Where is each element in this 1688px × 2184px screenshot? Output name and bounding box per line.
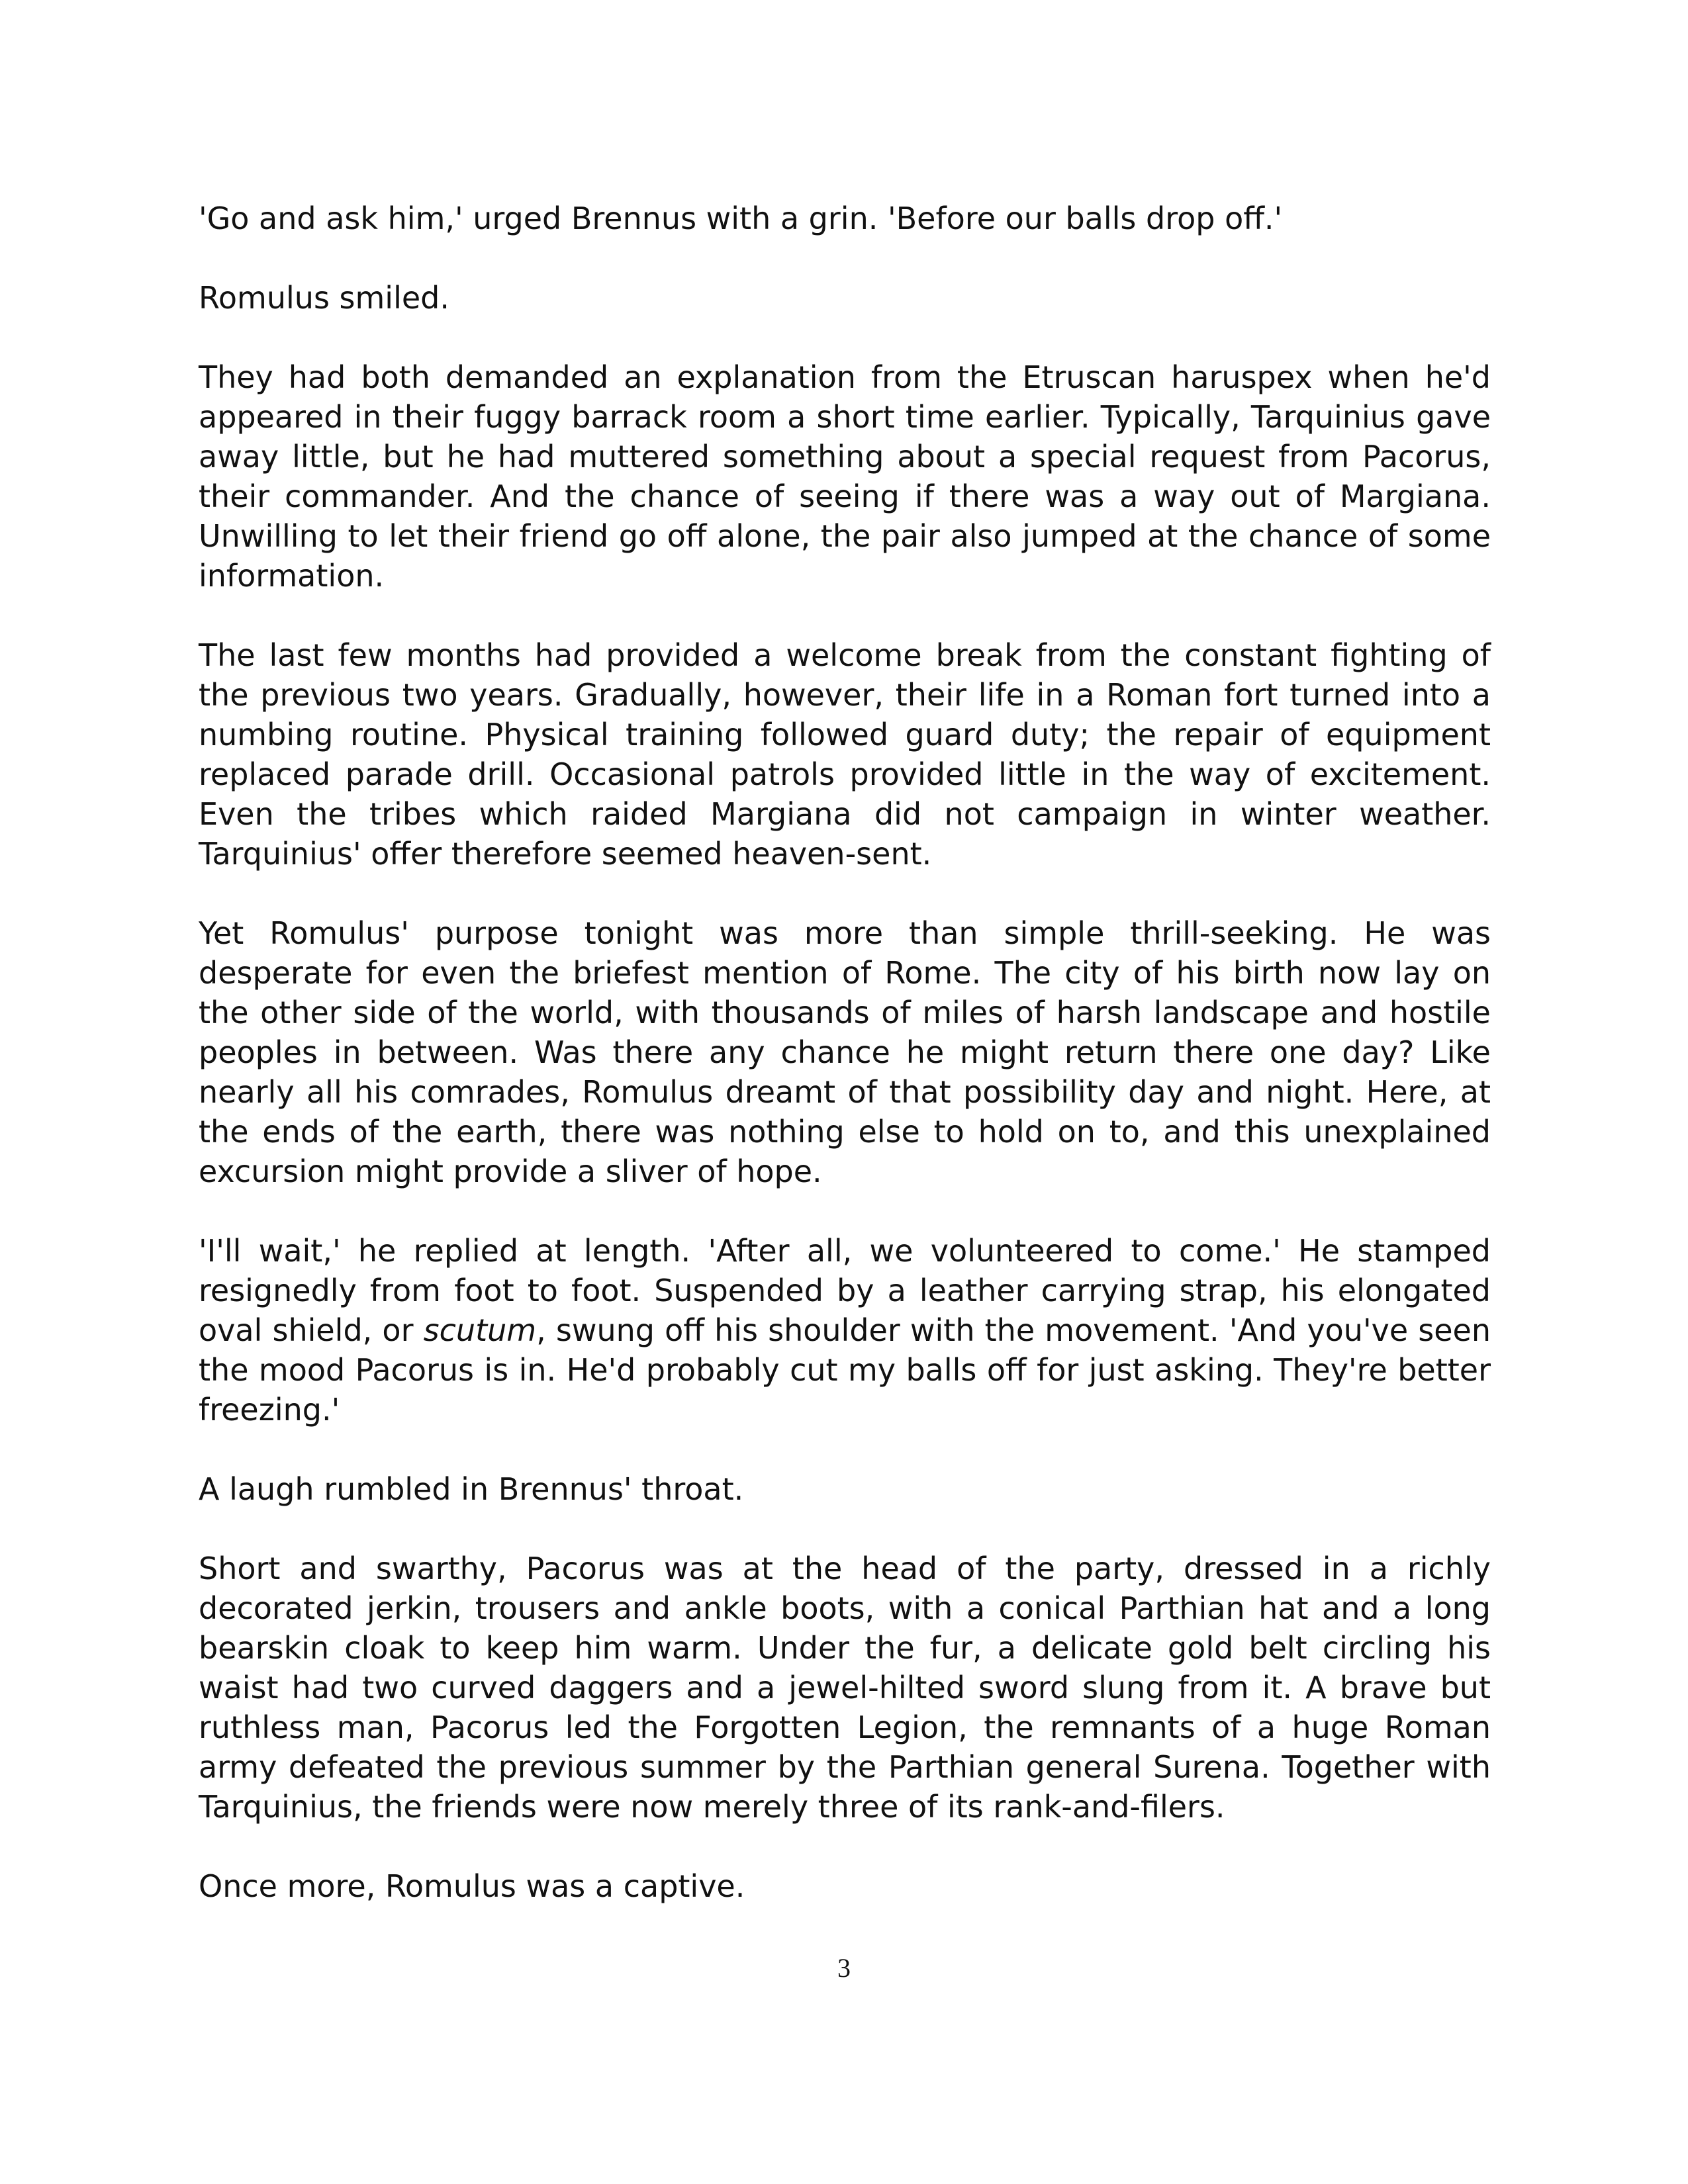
paragraph-7: A laugh rumbled in Brennus' throat. [199, 1471, 744, 1507]
paragraph-4: The last few months had provided a welcome break from the constant fighting of the previous two years. Gradually, however, their life in a Roman fort turned into a numbing routine. Physical training followed guard duty; the repair of equipment replaced parade drill. Occasional patrols provided little in the way of excitement. Even the tribes which raided Margiana did not campaign in winter weather. Tarquinius' offer therefore seemed heaven-sent. [199, 637, 1491, 872]
scutum-italic-term: scutum [423, 1312, 537, 1348]
paragraph-8: Short and swarthy, Pacorus was at the head of the party, dressed in a richly decorated jerkin, trousers and ankle boots, with a conical Parthian hat and a long bearskin cloak to keep him warm. Under the fur, a delicate gold belt circling his waist had two curved daggers and a jewel-hilted sword slung from it. A brave but ruthless man, Pacorus led the Forgotten Legion, the remnants of a huge Roman army defeated the previous summer by the Parthian general Surena. Together with Tarquinius, the friends were now merely three of its rank-and-filers. [199, 1551, 1491, 1825]
paragraph-9: Once more, Romulus was a captive. [199, 1868, 745, 1904]
paragraph-1: 'Go and ask him,' urged Brennus with a grin. 'Before our balls drop off.' [199, 201, 1283, 236]
paragraph-6-text-after: , swung off his shoulder with the movement. 'And you've seen the mood Pacorus is in. He'd probably cut my balls off for just asking. They're better freezing.' [199, 1312, 1491, 1428]
paragraph-6-text-before: 'I'll wait,' he replied at length. 'After all, we volunteered to come.' He stamped resignedly from foot to foot. Suspended by a leather carrying strap, his elongated oval shield, or [199, 1233, 1491, 1348]
paragraph-5: Yet Romulus' purpose tonight was more than simple thrill-seeking. He was desperate for even the briefest mention of Rome. The city of his birth now lay on the other side of the world, with thousands of miles of harsh landscape and hostile peoples in between. Was there any chance he might return there one day? Like nearly all his comrades, Romulus dreamt of that possibility day and night. Here, at the ends of the earth, there was nothing else to hold on to, and this unexplained excursion might provide a sliver of hope. [199, 915, 1491, 1189]
body-text [199, 199, 1491, 1946]
page-number: 3 [837, 1953, 851, 1983]
paragraph-6 [199, 1231, 1491, 1430]
paragraph-3: They had both demanded an explanation from the Etruscan haruspex when he'd appeared in their fuggy barrack room a short time earlier. Typically, Tarquinius gave away little, but he had muttered something about a special request from Pacorus, their commander. And the chance of seeing if there was a way out of Margiana. Unwilling to let their friend go off alone, the pair also jumped at the chance of some information. [199, 359, 1491, 594]
paragraph-2: Romulus smiled. [199, 280, 449, 316]
